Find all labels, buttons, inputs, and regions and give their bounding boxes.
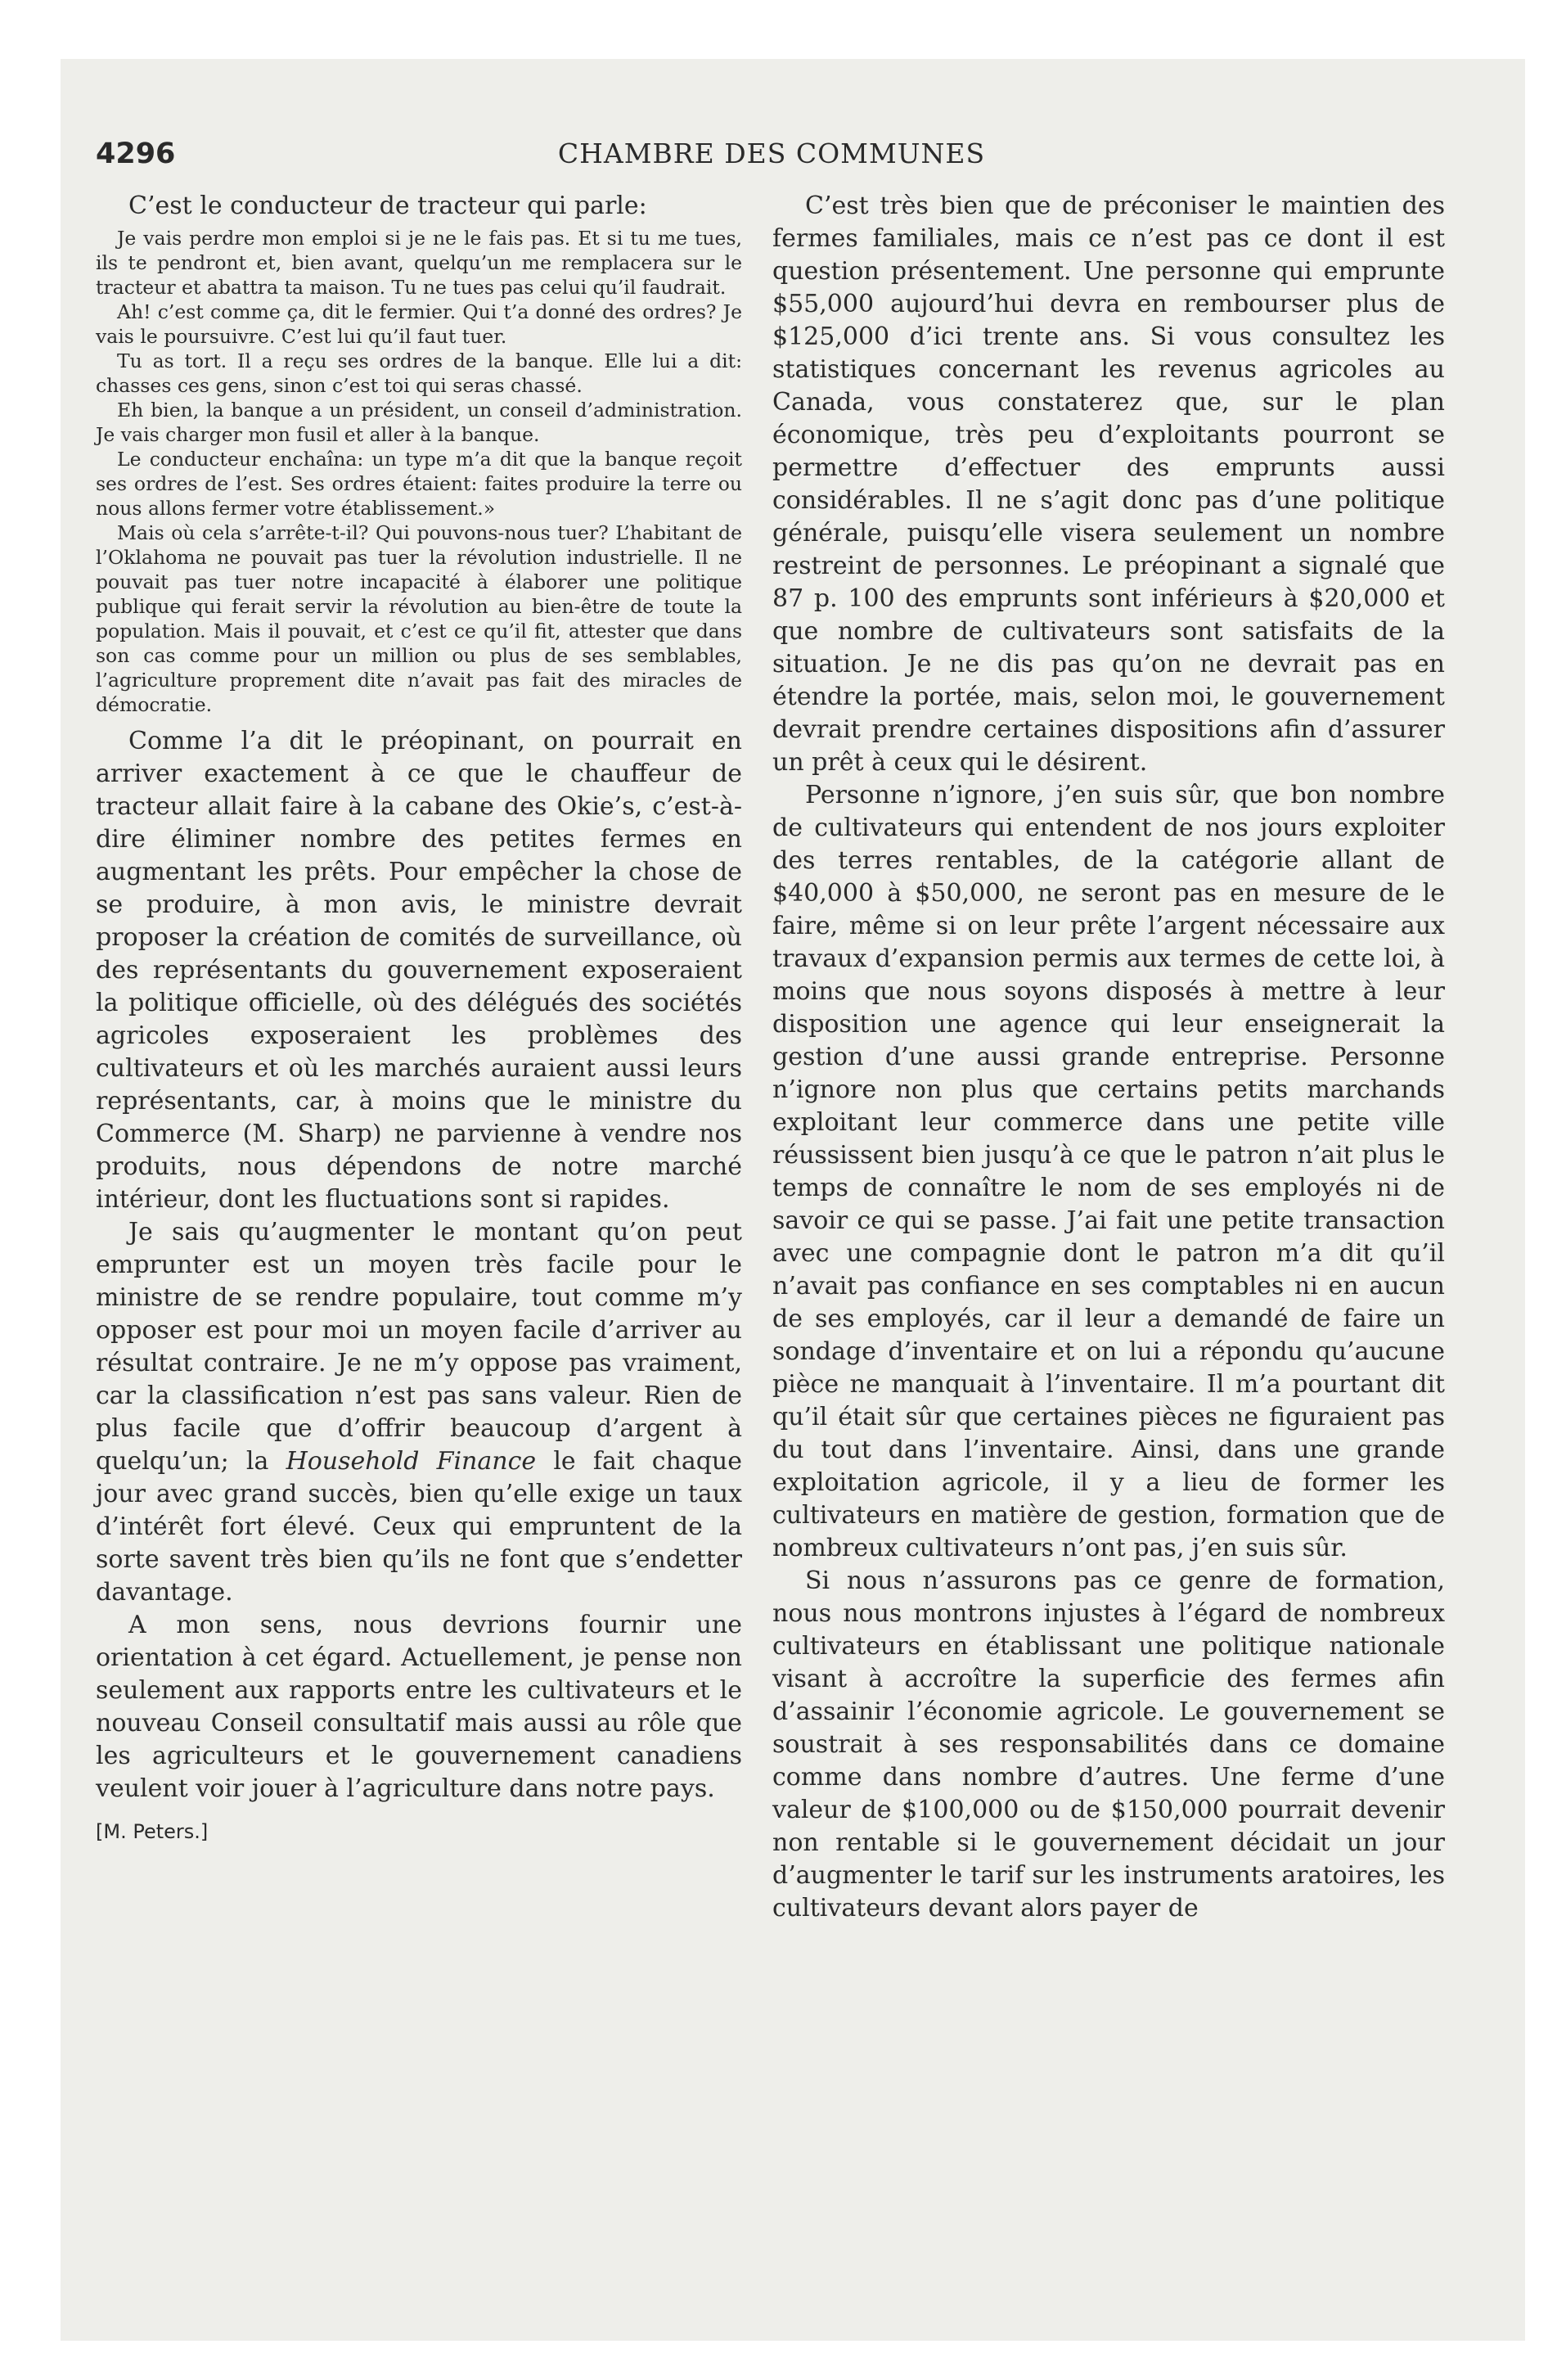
quote-paragraph: Tu as tort. Il a reçu ses ordres de la banque. Elle lui a dit: chasses ces gens, sinon c’est toi qui seras chassé. — [96, 349, 742, 397]
body-paragraph: C’est très bien que de préconiser le maintien des fermes familiales, mais ce n’est pas ce dont il est question présentement. Une personne qui emprunte $55,000 aujourd’hui devra en rembourser plus de $125,000 d’ici trente ans. Si vous consultez les statistiques concernant les revenus agricoles au Canada, vous constaterez que, sur le plan économique, très peu d’exploitants pourront se permettre d’effectuer des emprunts aussi considérables. Il ne s’agit donc pas d’une politique générale, puisqu’elle visera seulement un nombre restreint de personnes. Le préopinant a signalé que 87 p. 100 des emprunts sont inférieurs à $20,000 et que nombre de cultivateurs sont satisfaits de la situation. Je ne dis pas qu’on ne devrait pas en étendre la portée, mais, selon moi, le gouvernement devrait prendre certaines dispositions afin d’assurer un prêt à ceux qui le désirent. — [772, 192, 1445, 777]
right-column — [772, 190, 1445, 1925]
quote-paragraph: Eh bien, la banque a un président, un conseil d’administration. Je vais charger mon fusil et aller à la banque. — [96, 399, 742, 446]
running-title: CHAMBRE DES COMMUNES — [557, 137, 986, 169]
body-paragraph: Personne n’ignore, j’en suis sûr, que bon nombre de cultivateurs qui entendent de nos jours exploiter des terres rentables, de la catégorie allant de $40,000 à $50,000, ne seront pas en mesure de le faire, même si on leur prête l’argent nécessaire aux travaux d’expansion permis aux termes de cette loi, à moins que nous soyons disposés à mettre à leur disposition une agence qui leur enseignerait la gestion d’une aussi grande entreprise. Personne n’ignore non plus que certains petits marchands exploitant leur commerce dans une petite ville réussissent bien jusqu’à ce que le patron n’ait plus le temps de connaître le nom de ses employés ni de savoir ce qui se passe. J’ai fait une petite transaction avec une compagnie dont le patron m’a dit qu’il n’avait pas confiance en ses comptables ni en aucun de ses employés, car il leur a demandé de faire un sondage d’inventaire et on lui a répondu qu’aucune pièce ne manquait à l’inventaire. Il m’a pourtant dit qu’il était sûr que certaines pièces ne figuraient pas du tout dans l’inventaire. Ainsi, dans une grande exploitation agricole, il y a lieu de former les cultivateurs en matière de gestion, formation que de nombreux cultivateurs n’ont pas, j’en suis sûr. — [772, 781, 1445, 1562]
page-number: 4296 — [96, 137, 176, 170]
quote-paragraph: Mais où cela s’arrête-t-il? Qui pouvons-nous tuer? L’habitant de l’Oklahoma ne pouvait pas tuer la révolution industrielle. Il ne pouvait pas tuer notre incapacité à élaborer une politique publique qui ferait servir la révolution au bien-être de toute la population. Mais il pouvait, et c’est ce qu’il fit, attester que dans son cas comme pour un million ou plus de ses semblables, l’agriculture proprement dite n’avait pas fait des miracles de démocratie. — [96, 521, 742, 716]
left-column — [96, 190, 742, 1843]
quote-paragraph: Le conducteur enchaîna: un type m’a dit que la banque reçoit ses ordres de l’est. Ses ordres étaient: faites produire la terre ou nous allons fermer votre établissement.» — [96, 448, 742, 520]
speaker-attribution: [M. Peters.] — [96, 1820, 209, 1843]
page-header — [96, 137, 1447, 180]
body-paragraph: Comme l’a dit le préopinant, on pourrait en arriver exactement à ce que le chauffeur de tracteur allait faire à la cabane des Okie’s, c’est-à-dire éliminer nombre des petites fermes en augmentant les prêts. Pour empêcher la chose de se produire, à mon avis, le ministre devrait proposer la création de comités de surveillance, où des représentants du gouvernement exposeraient la politique officielle, où des délégués des sociétés agricoles exposeraient les problèmes des cultivateurs et où les marchés auraient aussi leurs représentants, car, à moins que le ministre du Commerce (M. Sharp) ne parvienne à vendre nos produits, nous dépendons de notre marché intérieur, dont les fluctuations sont si rapides. — [96, 727, 742, 1214]
quote-paragraph: Ah! c’est comme ça, dit le fermier. Qui t’a donné des ordres? Je vais le poursuivre. C’est lui qu’il faut tuer. — [96, 300, 742, 348]
publication-name: Household Finance — [286, 1447, 537, 1476]
body-paragraph: A mon sens, nous devrions fournir une orientation à cet égard. Actuellement, je pense non seulement aux rapports entre les cultivateurs et le nouveau Conseil consultatif mais aussi au rôle que les agriculteurs et le gouvernement canadiens veulent voir jouer à l’agriculture dans notre pays. — [96, 1611, 742, 1803]
quote-paragraph: Je vais perdre mon emploi si je ne le fais pas. Et si tu me tues, ils te pendront et, bien avant, quelqu’un me remplacera sur le tracteur et abattra ta maison. Tu ne tues pas celui qu’il faudrait. — [96, 227, 742, 299]
body-paragraph: Si nous n’assurons pas ce genre de formation, nous nous montrons injustes à l’égard de nombreux cultivateurs en établissant une politique nationale visant à accroître la superficie des fermes afin d’assainir l’économie agricole. Le gouvernement se soustrait à ses responsabilités dans ce domaine comme dans nombre d’autres. Une ferme d’une valeur de $100,000 ou de $150,000 pourrait devenir non rentable si le gouvernement décidait un jour d’augmenter le tarif sur les instruments aratoires, les cultivateurs devant alors payer de — [772, 1566, 1445, 1922]
body-paragraph: Je sais qu’augmenter le montant qu’on peut emprunter est un moyen très facile pour le ministre de se rendre populaire, tout comme m’y opposer est pour moi un moyen facile d’arriver au résultat contraire. Je ne m’y oppose pas vraiment, car la classification n’est pas sans valeur. Rien de plus facile que d’offrir beaucoup d’argent à quelqu’un; la Household Finance le fait chaque jour avec grand succès, bien qu’elle exige un taux d’intérêt fort élevé. Ceux qui empruntent de la sorte savent très bien qu’ils ne font que s’endetter davantage. — [96, 1218, 743, 1607]
quote-intro: C’est le conducteur de tracteur qui parle: — [128, 192, 647, 220]
